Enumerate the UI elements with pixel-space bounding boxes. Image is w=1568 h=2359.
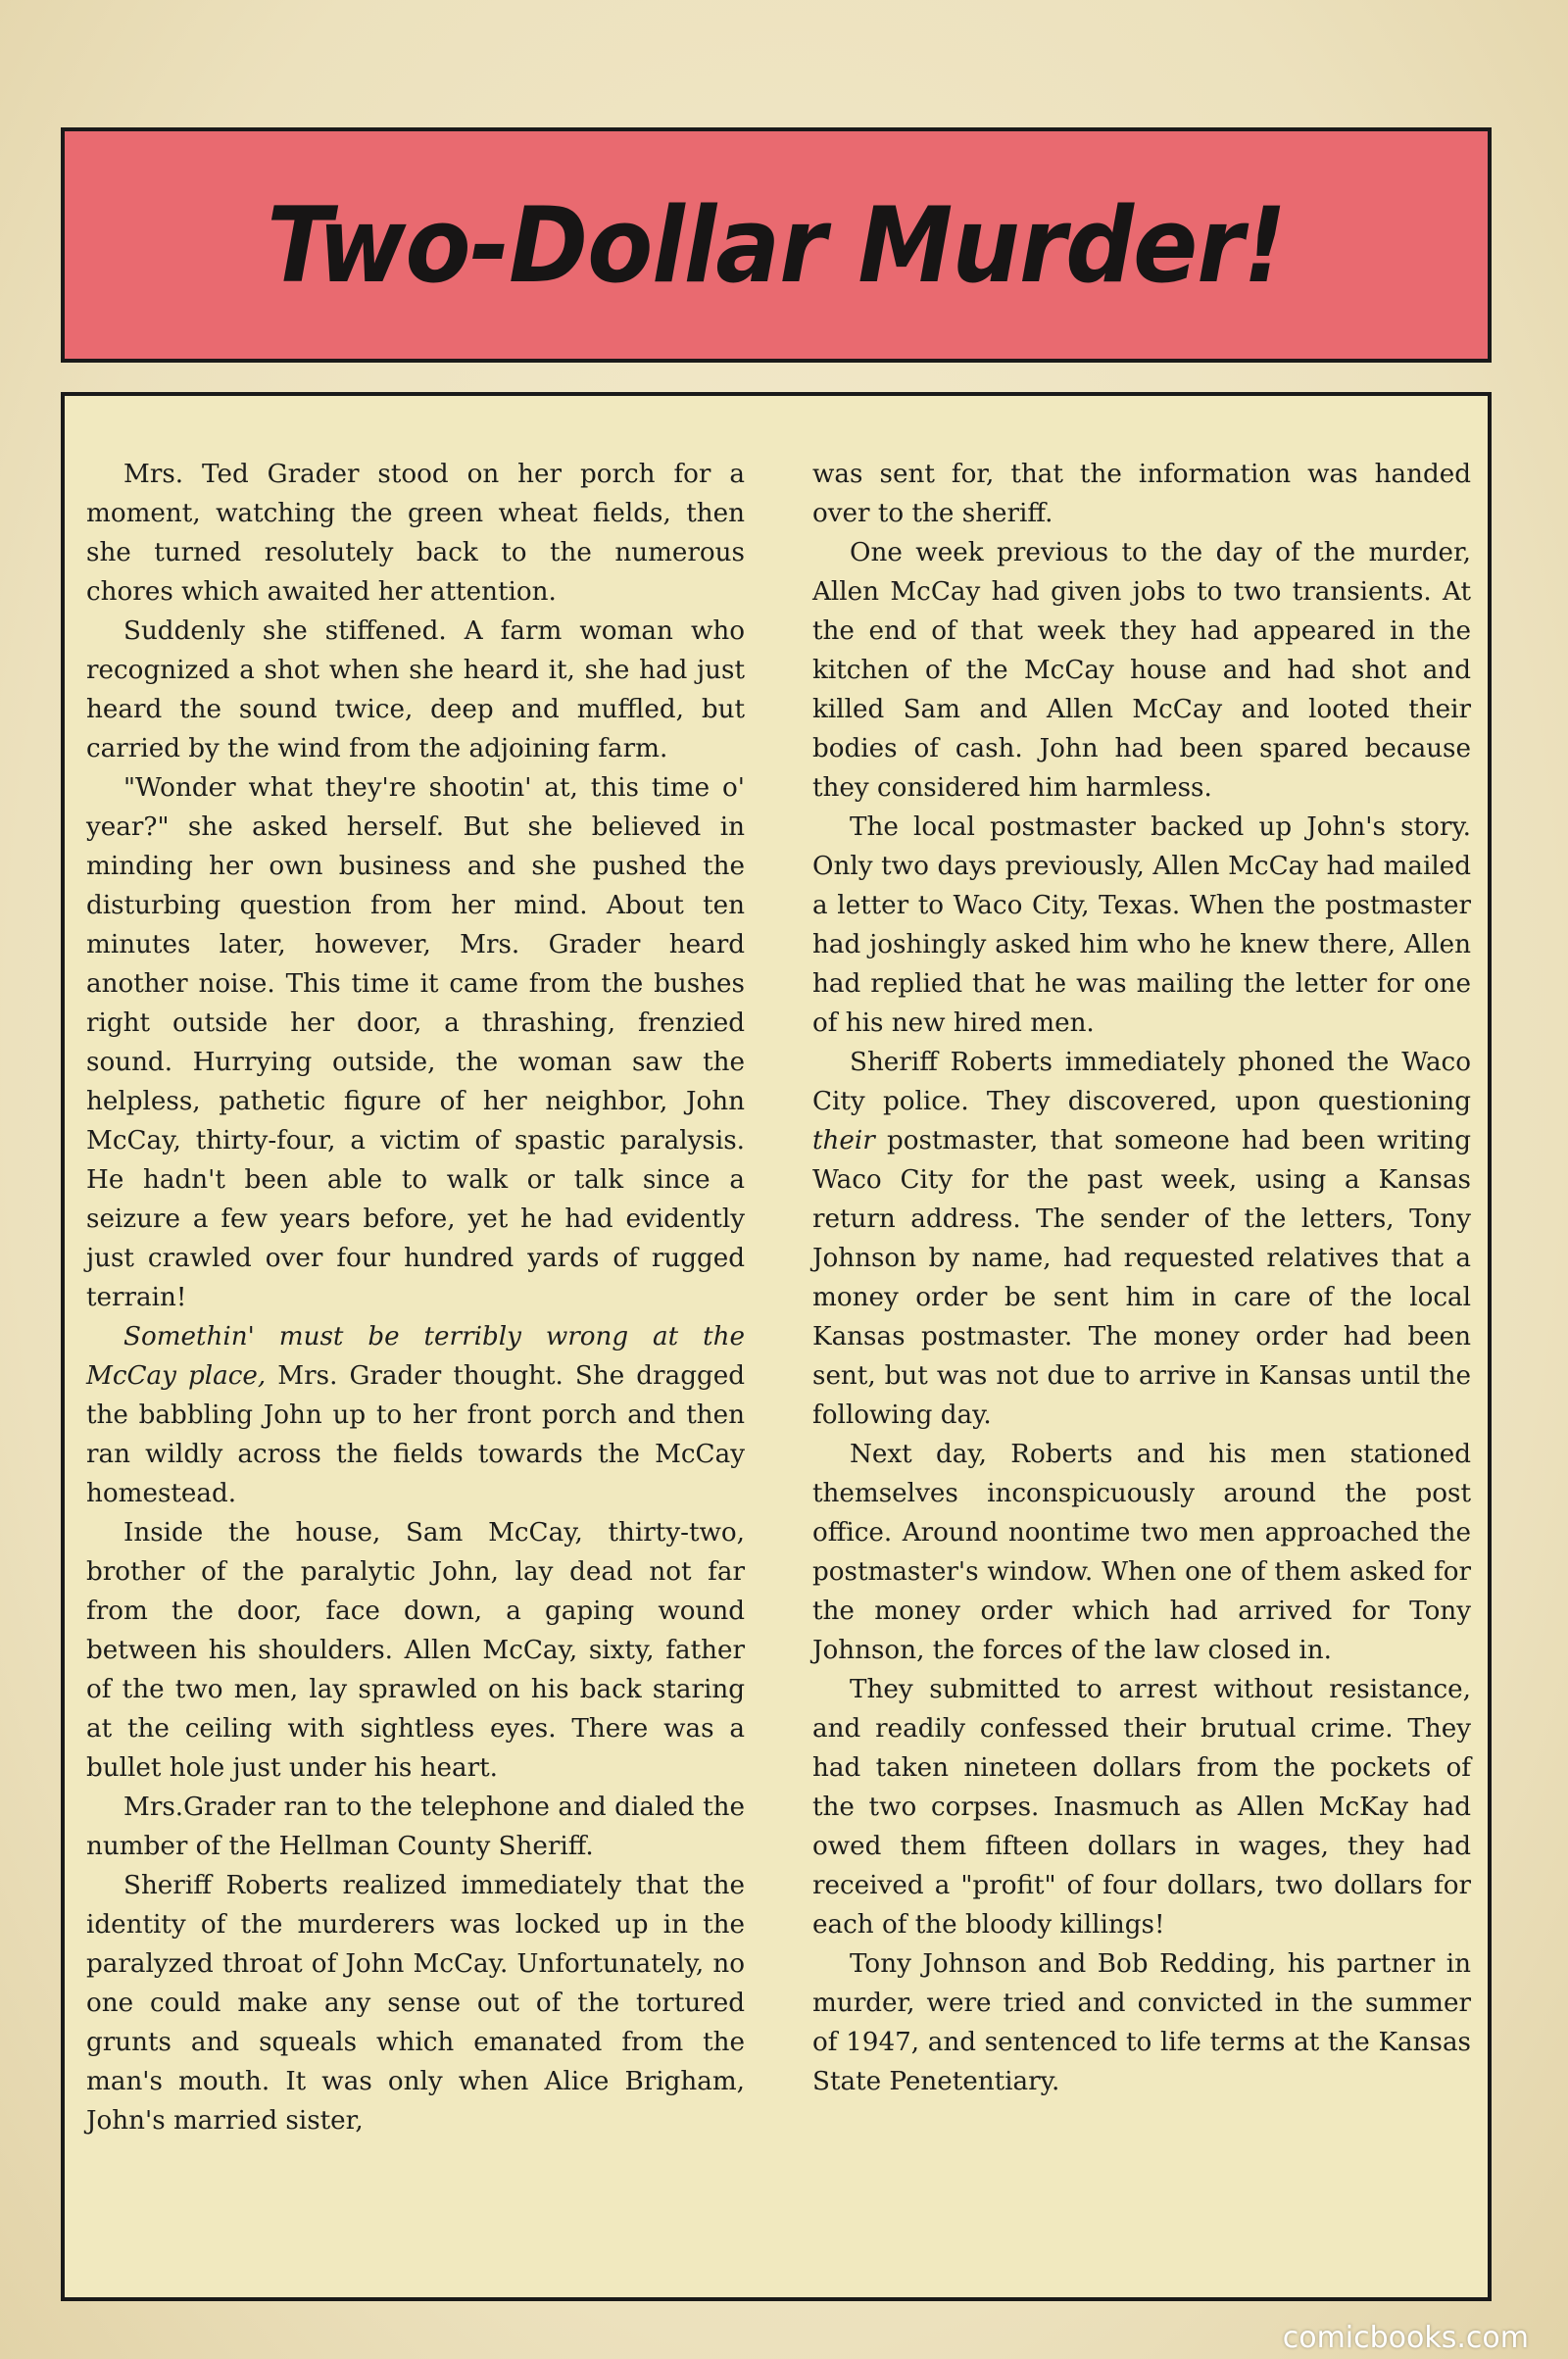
paragraph: "Wonder what they're shootin' at, this time o' year?" she asked herself. But she believed in minding her own business and she pushed the disturbing question from her mind. About ten minutes later, however, Mrs. Grader heard another noise. This time it came from the bushes right outside her door, a thrashing, frenzied sound. Hurrying outside, the woman saw the helpless, pathetic figure of her neighbor, John McCay, thirty-four, a victim of spastic paralysis. He hadn't been able to walk or talk since a seizure a few years before, yet he had evidently just crawled over four hundred yards of rugged terrain! <box>86 773 745 1312</box>
paragraph: Next day, Roberts and his men stationed themselves inconspicuously around the post office. Around noontime two men approached the postmaster's window. When one of them asked for the money order which had arrived for Tony Johnson, the forces of the law closed in. <box>812 1440 1471 1665</box>
paragraph: Tony Johnson and Bob Redding, his partner in murder, were tried and convicted in the summer of 1947, and sentenced to life terms at the Kansas State Penetentiary. <box>812 1949 1471 2096</box>
paragraph-after: postmaster, that someone had been writing Waco City for the past week, using a Kansas return address. The sender of the letters, Tony Johnson by name, had requested relatives that a money order be sent him in care of the local Kansas postmaster. The money order had been sent, but was not due to arrive in Kansas until the following day. <box>812 1126 1471 1430</box>
text-column-right <box>812 455 1471 2101</box>
italic-word: their <box>812 1126 875 1155</box>
site-watermark: comicbooks.com <box>1282 2321 1529 2355</box>
paragraph: Sheriff Roberts realized immediately that the identity of the murderers was locked up in the paralyzed throat of John McCay. Unfortunately, no one could make any sense out of the tortured grunts and squeals which emanated from the man's mouth. It was only when Alice Brigham, John's married sister, <box>86 1871 745 2136</box>
paragraph: Mrs.Grader ran to the telephone and dialed the number of the Hellman County Sheriff. <box>86 1793 745 1861</box>
title-banner <box>61 127 1492 363</box>
story-text-panel <box>61 392 1492 2301</box>
paragraph: Inside the house, Sam McCay, thirty-two, brother of the paralytic John, lay dead not far from the door, face down, a gaping wound between his shoulders. Allen McCay, sixty, father of the two men, lay sprawled on his back staring at the ceiling with sightless eyes. There was a bullet hole just under his heart. <box>86 1518 745 1783</box>
paragraph: The local postmaster backed up John's story. Only two days previously, Allen McCay had mailed a letter to Waco City, Texas. When the postmaster had joshingly asked him who he knew there, Allen had replied that he was mailing the letter for one of his new hired men. <box>812 812 1471 1038</box>
paragraph: Mrs. Ted Grader stood on her porch for a moment, watching the green wheat fields, then she turned resolutely back to the numerous chores which awaited her attention. <box>86 460 745 607</box>
paragraph: They submitted to arrest without resistance, and readily confessed their brutual crime. They had taken nineteen dollars from the pockets of the two corpses. Inasmuch as Allen McKay had owed them fifteen dollars in wages, they had received a "profit" of four dollars, two dollars for each of the bloody killings! <box>812 1675 1471 1940</box>
paragraph <box>86 1317 745 1513</box>
paragraph <box>812 1043 1471 1435</box>
story-title: Two-Dollar Murder! <box>267 184 1286 306</box>
paragraph: One week previous to the day of the murder, Allen McCay had given jobs to two transients. At the end of that week they had appeared in the kitchen of the McCay house and had shot and killed Sam and Allen McCay and looted their bodies of cash. John had been spared because they considered him harmless. <box>812 538 1471 803</box>
paragraph: Suddenly she stiffened. A farm woman who recognized a shot when she heard it, she had just heard the sound twice, deep and muffled, but carried by the wind from the adjoining farm. <box>86 616 745 763</box>
text-column-left <box>86 455 745 2140</box>
paragraph-rest: Mrs. Grader thought. She dragged the babbling John up to her front porch and then ran wildly across the fields towards the McCay homestead. <box>86 1361 745 1508</box>
paragraph-before: Sheriff Roberts immediately phoned the Waco City police. They discovered, upon questioning <box>812 1048 1471 1116</box>
italic-thought: Somethin' must be terribly wrong at the McCay place, <box>86 1322 745 1391</box>
paragraph-continued: was sent for, that the information was handed over to the sheriff. <box>812 460 1471 528</box>
